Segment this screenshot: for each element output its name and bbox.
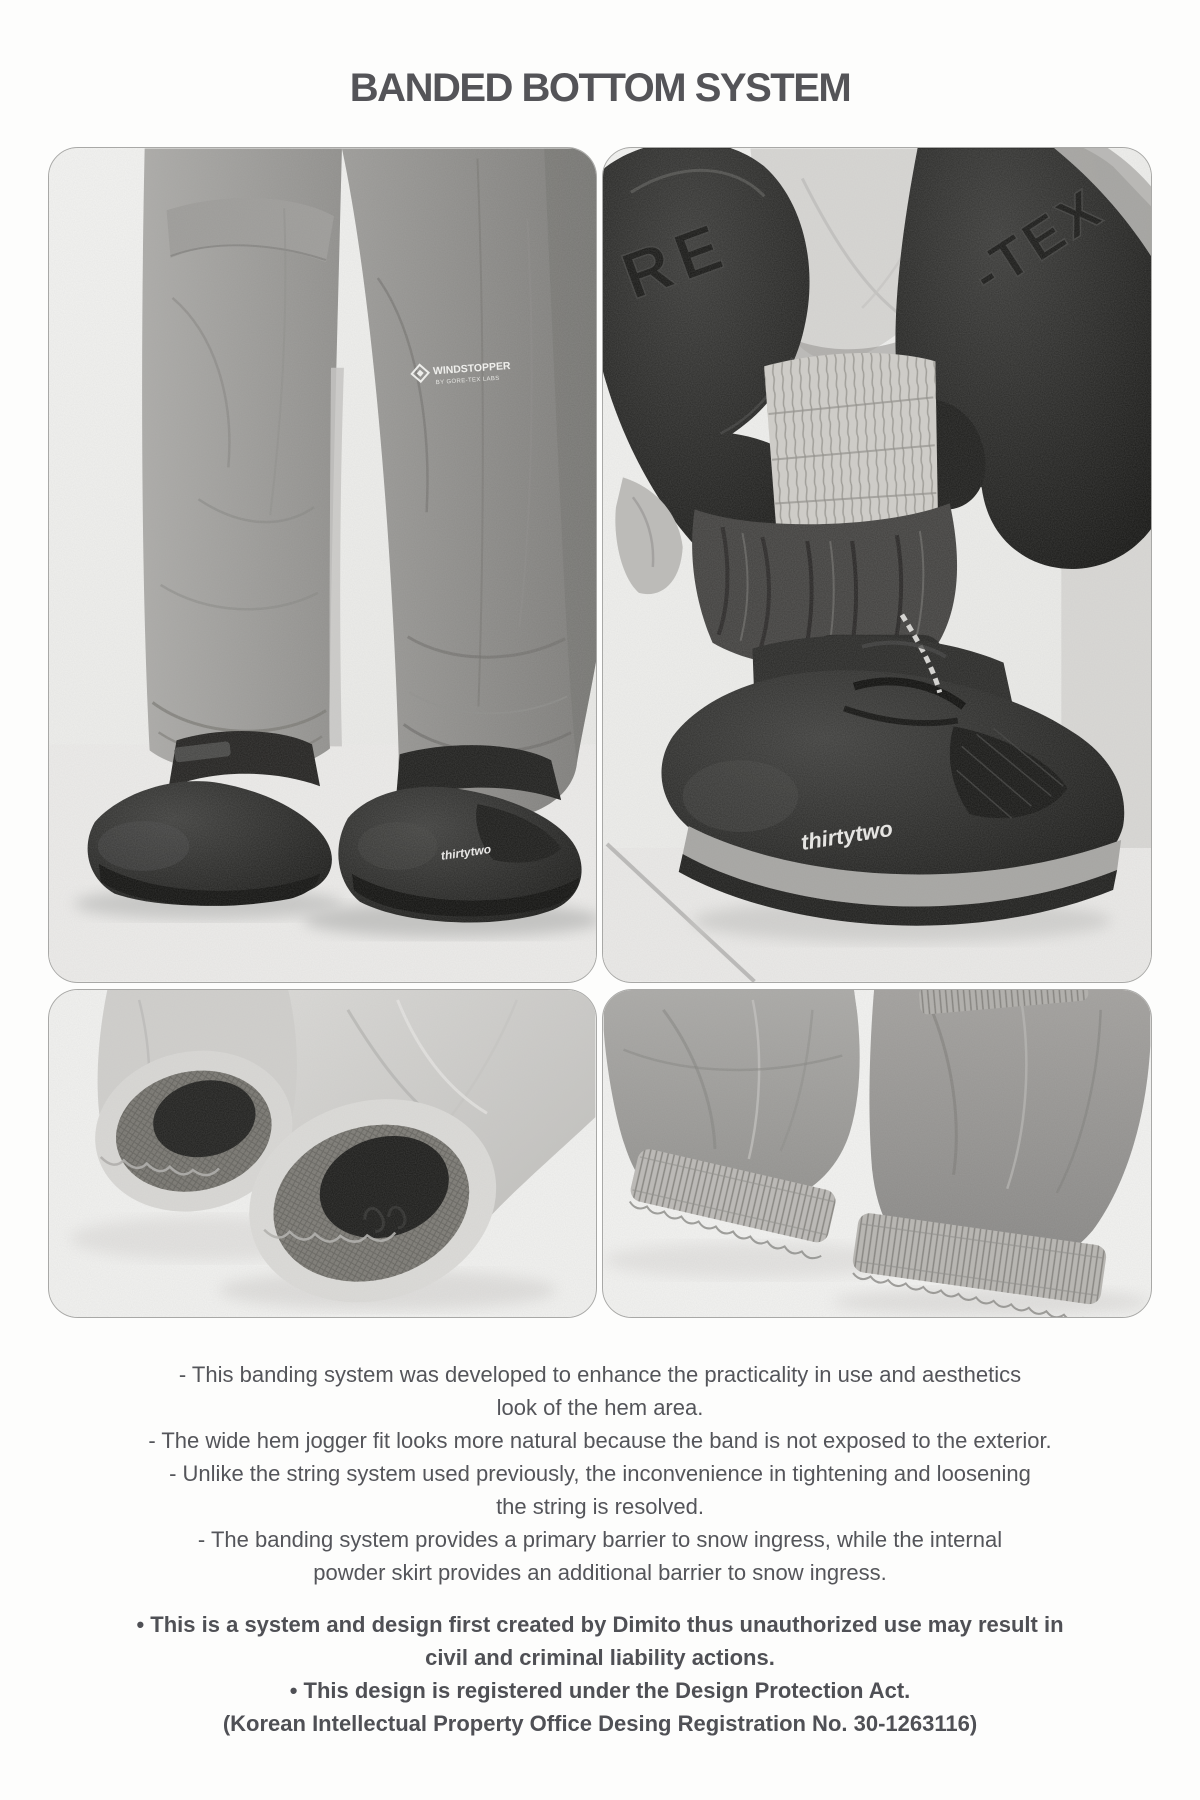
photo-gallery (48, 147, 1152, 1318)
description-line: powder skirt provides an additional barrier to snow ingress. (313, 1560, 887, 1585)
description-line: - The banding system provides a primary barrier to snow ingress, while the internal (197, 1527, 1003, 1552)
legal-line: • This design is registered under the Design Protection Act. (289, 1678, 911, 1703)
hem-interior-illustration (49, 990, 596, 1317)
legal-notice (0, 1608, 1200, 1740)
photo-hem-cuffs (602, 989, 1152, 1318)
hem-cuffs-illustration (603, 990, 1151, 1317)
legal-line: • This is a system and design first created by Dimito thus unauthorized use may result in (136, 1612, 1064, 1637)
feature-description (0, 1358, 1200, 1589)
description-line: - This banding system was developed to enhance the practicality in use and aesthetics (178, 1362, 1022, 1387)
photo-hem-interior (48, 989, 597, 1318)
description-line: the string is resolved. (496, 1494, 704, 1519)
pants-front-illustration (49, 148, 596, 982)
gloves-boot-illustration (603, 148, 1151, 982)
photo-gloves-and-boot (602, 147, 1152, 983)
description-line: - The wide hem jogger fit looks more natural because the band is not exposed to the exterior. (148, 1428, 1052, 1453)
page-title: BANDED BOTTOM SYSTEM (349, 66, 851, 110)
photo-pants-front-view (48, 147, 597, 983)
legal-line: civil and criminal liability actions. (425, 1645, 775, 1670)
legal-line: (Korean Intellectual Property Office Desing Registration No. 30-1263116) (222, 1711, 978, 1736)
description-line: look of the hem area. (496, 1395, 704, 1420)
description-line: - Unlike the string system used previously, the inconvenience in tightening and loosening (169, 1461, 1031, 1486)
